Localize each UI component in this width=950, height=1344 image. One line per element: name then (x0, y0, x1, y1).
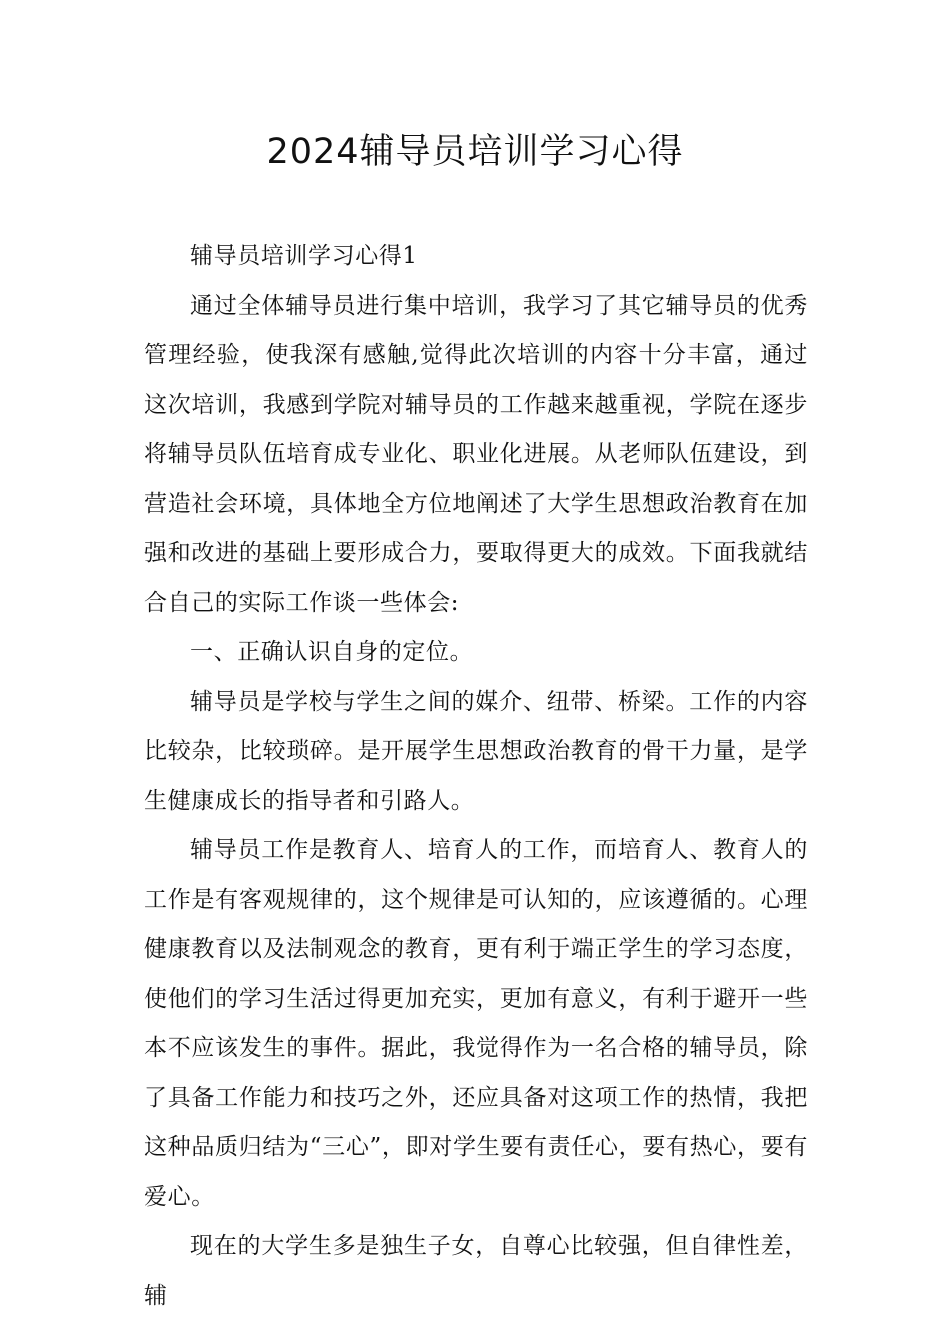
body-paragraph: 通过全体辅导员进行集中培训，我学习了其它辅导员的优秀管理经验，使我深有感触,觉得此次培训的内容十分丰富，通过这次培训，我感到学院对辅导员的工作越来越重视，学院在逐步将辅导员队伍培育成专业化、职业化进展。从老师队伍建设，到营造社会环境，具体地全方位地阐述了大学生思想政治教育在加强和改进的基础上要形成合力，要取得更大的成效。下面我就结合自己的实际工作谈一些体会: (144, 292, 808, 616)
body-paragraph: 辅导员工作是教育人、培育人的工作，而培育人、教育人的工作是有客观规律的，这个规律是可认知的，应该遵循的。心理健康教育以及法制观念的教育，更有利于端正学生的学习态度，使他们的学习生活过得更加充实，更加有意义，有利于避开一些本不应该发生的事件。据此，我觉得作为一名合格的辅导员，除了具备工作能力和技巧之外，还应具备对这项工作的热情，我把这种品质归结为“三心”，即对学生要有责任心，要有热心，要有爱心。 (144, 837, 808, 1210)
body-paragraph: 现在的大学生多是独生子女，自尊心比较强，但自律性差，辅 (144, 1233, 808, 1309)
document-body (144, 232, 808, 1321)
section-heading: 辅导员培训学习心得1 (190, 243, 418, 269)
document-title: 2024辅导员培训学习心得 (266, 132, 684, 172)
body-paragraph: 辅导员是学校与学生之间的媒介、纽带、桥梁。工作的内容比较杂，比较琐碎。是开展学生思想政治教育的骨干力量，是学生健康成长的指导者和引路人。 (144, 688, 808, 814)
section-heading: 一、正确认识自身的定位。 (190, 639, 474, 665)
